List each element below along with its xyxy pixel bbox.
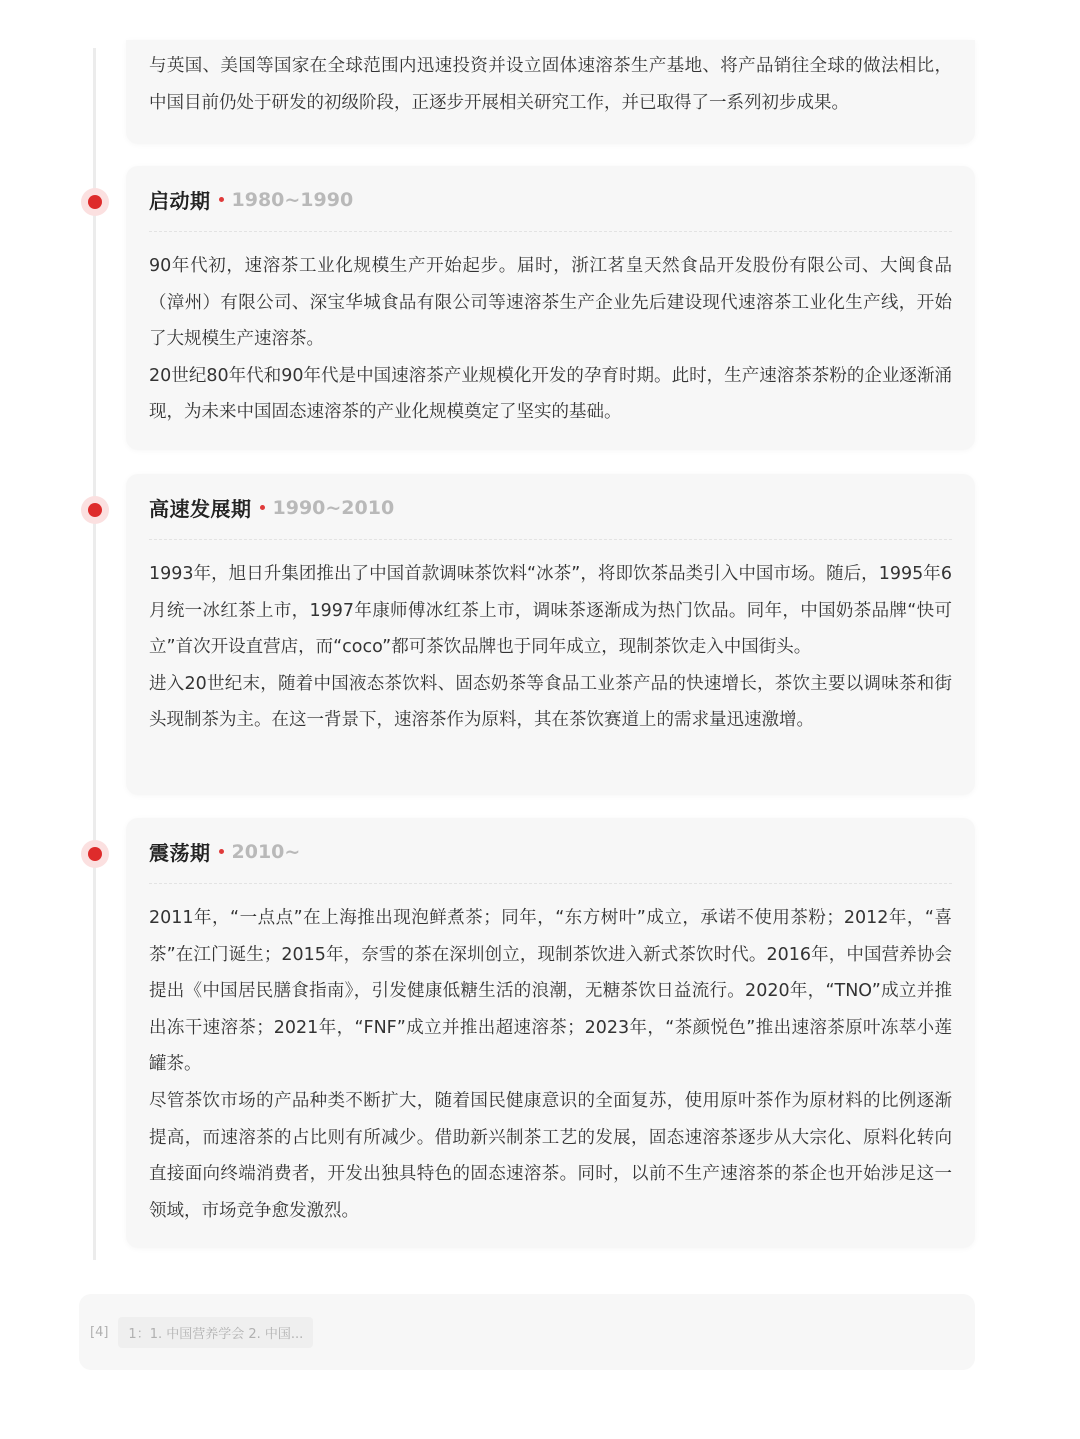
separator-dot bbox=[219, 849, 224, 854]
intro-card bbox=[126, 40, 975, 144]
card-body bbox=[149, 232, 952, 431]
section-paragraph: 90年代初，速溶茶工业化规模生产开始起步。届时，浙江茗皇天然食品开发股份有限公司、大闽食品（漳州）有限公司、深宝华城食品有限公司等速溶茶生产企业先后建设现代速溶茶工业化生产线，开始了大规模生产速溶茶。 bbox=[149, 256, 952, 350]
timeline-card-launch bbox=[126, 166, 975, 450]
reference-box bbox=[79, 1294, 975, 1370]
reference-chip[interactable]: 1：1. 中国营养学会 2. 中国... bbox=[118, 1317, 313, 1348]
card-header bbox=[149, 166, 952, 232]
section-paragraph: 20世纪80年代和90年代是中国速溶茶产业规模化开发的孕育时期。此时，生产速溶茶茶粉的企业逐渐涌现，为未来中国固态速溶茶的产业化规模奠定了坚实的基础。 bbox=[149, 365, 952, 423]
separator-dot bbox=[260, 505, 265, 510]
card-body bbox=[149, 540, 952, 739]
section-paragraph: 尽管茶饮市场的产品种类不断扩大，随着国民健康意识的全面复苏，使用原叶茶作为原材料的比例逐渐提高，而速溶茶的占比则有所减少。借助新兴制茶工艺的发展，固态速溶茶逐步从大宗化、原料化转向直接面向终端消费者，开发出独具特色的固态速溶茶。同时，以前不生产速溶茶的茶企也开始涉足这一领域，市场竞争愈发激烈。 bbox=[149, 1090, 952, 1221]
timeline-marker-3 bbox=[81, 840, 109, 868]
card-header bbox=[149, 474, 952, 540]
section-years: 1980~1990 bbox=[231, 188, 354, 211]
card-body bbox=[149, 884, 952, 1229]
timeline-line bbox=[93, 48, 96, 1260]
reference-index: [4] bbox=[90, 1324, 109, 1340]
section-years: 2010~ bbox=[231, 840, 301, 863]
section-years: 1990~2010 bbox=[272, 496, 395, 519]
card-header bbox=[149, 818, 952, 884]
section-paragraph: 1993年，旭日升集团推出了中国首款调味茶饮料“冰茶”，将即饮茶品类引入中国市场。随后，1995年6月统一冰红茶上市，1997年康师傅冰红茶上市，调味茶逐渐成为热门饮品。同年，中国奶茶品牌“快可立”首次开设直营店，而“coco”都可茶饮品牌也于同年成立，现制茶饮走入中国街头。 bbox=[149, 564, 952, 658]
timeline-card-rapid-growth bbox=[126, 474, 975, 795]
section-title: 启动期 bbox=[149, 189, 211, 213]
timeline-marker-2 bbox=[81, 496, 109, 524]
section-paragraph: 2011年，“一点点”在上海推出现泡鲜煮茶；同年，“东方树叶”成立，承诺不使用茶粉；2012年，“喜茶”在江门诞生；2015年，奈雪的茶在深圳创立，现制茶饮进入新式茶饮时代。2016年，中国营养协会提出《中国居民膳食指南》，引发健康低糖生活的浪潮，无糖茶饮日益流行。2020年，“TNO”成立并推出冻干速溶茶；2021年，“FNF”成立并推出超速溶茶；2023年，“茶颜悦色”推出速溶茶原叶冻萃小莲罐茶。 bbox=[149, 908, 952, 1075]
section-title: 高速发展期 bbox=[149, 497, 252, 521]
section-paragraph: 进入20世纪末，随着中国液态茶饮料、固态奶茶等食品工业茶产品的快速增长，茶饮主要以调味茶和街头现制茶为主。在这一背景下，速溶茶作为原料，其在茶饮赛道上的需求量迅速激增。 bbox=[149, 673, 952, 731]
separator-dot bbox=[219, 197, 224, 202]
timeline-marker-1 bbox=[81, 188, 109, 216]
intro-paragraph: 与英国、美国等国家在全球范围内迅速投资并设立固体速溶茶生产基地、将产品销往全球的做法相比，中国目前仍处于研发的初级阶段，正逐步开展相关研究工作，并已取得了一系列初步成果。 bbox=[149, 56, 952, 113]
section-title: 震荡期 bbox=[149, 841, 211, 865]
timeline-card-turbulence bbox=[126, 818, 975, 1248]
